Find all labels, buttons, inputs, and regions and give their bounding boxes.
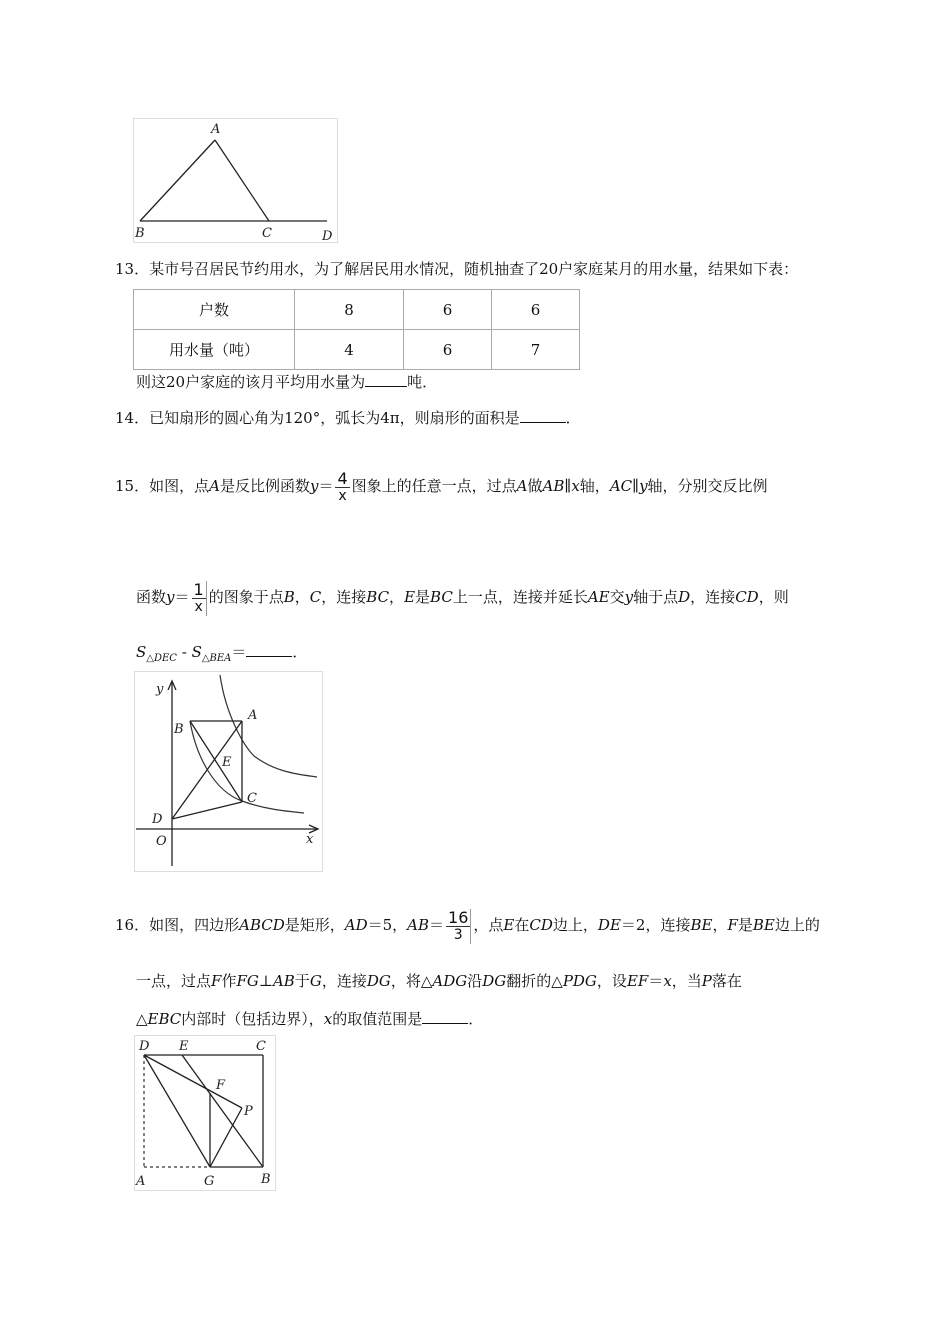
label-f: F	[216, 1078, 226, 1093]
label-g: G	[204, 1174, 215, 1189]
side-ab	[140, 140, 215, 221]
triangle-figure	[133, 118, 339, 244]
table-cell: 6	[404, 290, 492, 330]
fraction-16-over-3: $\frac{16}{3}$	[446, 909, 471, 944]
answer-blank[interactable]	[246, 642, 292, 657]
label-c: C	[262, 226, 272, 241]
label-b: B	[261, 1172, 271, 1187]
segment-dp	[144, 1055, 242, 1108]
table-cell: 用水量（吨）	[134, 330, 295, 370]
water-usage-table	[133, 289, 580, 370]
curve-4-over-x	[220, 675, 317, 777]
table-row	[134, 290, 580, 330]
fraction-4-over-x: $\frac{4}{x}$	[337, 468, 348, 504]
q16-number: 16．	[115, 916, 150, 934]
q13-text: 13．某市号召居民节约用水，为了解居民用水情况，随机抽查了20户家庭某月的用水量，结果如下表：	[115, 260, 799, 278]
label-d: D	[152, 812, 163, 827]
q14-text: 14．已知扇形的圆心角为120°，弧长为4π，则扇形的面积是 ．	[115, 409, 581, 427]
q14-number: 14．	[115, 409, 150, 427]
q15-line2: 函数y＝ $\frac{1}{x}$ 的图象于点B，C，连接BC，E是BC上一点，连接并延长AE交y轴于点D，连接CD，则	[136, 579, 789, 615]
label-e: E	[222, 755, 232, 770]
answer-blank[interactable]	[365, 372, 407, 387]
rectangle-figure	[134, 1035, 277, 1192]
table-cell: 7	[492, 330, 580, 370]
table-row	[134, 330, 580, 370]
label-b: B	[174, 722, 184, 737]
label-d: D	[139, 1039, 150, 1054]
label-b: B	[135, 226, 145, 241]
answer-blank[interactable]	[422, 1009, 468, 1024]
label-a: A	[136, 1174, 146, 1189]
segment-bc	[190, 721, 242, 802]
table-cell: 6	[404, 330, 492, 370]
q13-number: 13．	[115, 260, 150, 278]
label-x: x	[306, 832, 314, 847]
q15-number: 15．	[115, 477, 150, 495]
answer-blank[interactable]	[520, 408, 566, 423]
table-cell: 户数	[134, 290, 295, 330]
fraction-1-over-x: $\frac{1}{x}$	[192, 581, 207, 616]
label-y: y	[156, 682, 164, 697]
q16-line1: 16．如图，四边形ABCD是矩形，AD＝5，AB＝ $\frac{16}{3}$ ，点E在CD边上，DE＝2，连接BE，F是BE边上的	[115, 907, 820, 943]
q15-line3: $S_{\triangle DEC} - S_{\triangle BEA}=$ ．	[136, 643, 308, 664]
label-o: O	[156, 834, 167, 849]
table-cell: 8	[295, 290, 404, 330]
q16-line2: 一点，过点F作FG⊥AB于G，连接DG，将△ADG沿DG翻折的△PDG，设EF＝x，当P落在	[136, 972, 742, 990]
label-a: A	[248, 708, 258, 723]
label-e: E	[179, 1039, 189, 1054]
table-cell: 6	[492, 290, 580, 330]
segment-dg	[144, 1055, 210, 1167]
label-d: D	[322, 229, 333, 244]
q16-line3: △EBC内部时（包括边界），x的取值范围是 ．	[136, 1010, 484, 1028]
label-c: C	[256, 1039, 266, 1054]
q15-line1: 15．如图，点A是反比例函数y＝ $\frac{4}{x}$ 图象上的任意一点，过点A做AB∥x轴，AC∥y轴，分别交反比例	[115, 468, 768, 504]
label-c: C	[247, 791, 257, 806]
hyperbola-figure	[134, 671, 324, 873]
label-p: P	[244, 1104, 253, 1119]
q13-answer-line: 则这20户家庭的该月平均用水量为 吨．	[136, 373, 438, 391]
side-ac	[215, 140, 269, 221]
table-cell: 4	[295, 330, 404, 370]
label-a: A	[211, 122, 221, 137]
